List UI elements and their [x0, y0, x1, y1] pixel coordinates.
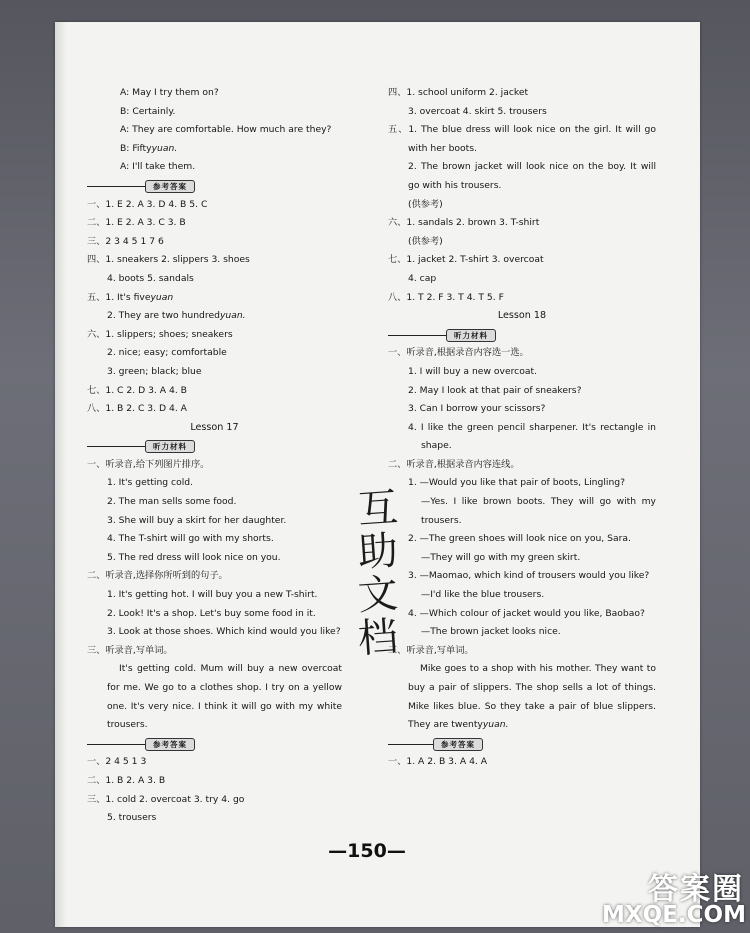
- listening-item: 2. Look! It's a shop. Let's buy some food in it.: [107, 607, 316, 619]
- answer-line: 三、1. cold 2. overcoat 3. try 4. go: [87, 793, 245, 805]
- dialogue-item: —The brown jacket looks nice.: [421, 626, 561, 638]
- answer-line: 2. nice; easy; comfortable: [107, 347, 227, 359]
- listening-passage: [388, 660, 656, 734]
- left-column: [87, 84, 342, 828]
- listening-item: 4. The T-shirt will go with my shorts.: [107, 533, 274, 545]
- section-title: 二、听录音,选择你所听到的句子。: [87, 570, 228, 582]
- dialogue-line: A: They are comfortable. How much are they?: [120, 124, 332, 136]
- answer-line: 八、1. T 2. F 3. T 4. T 5. F: [388, 291, 504, 303]
- page-number: —150—: [328, 840, 406, 862]
- answer-note: (供参考): [408, 235, 443, 247]
- answer-line: 一、1. A 2. B 3. A 4. A: [388, 756, 488, 768]
- answer-line: 五、1. The blue dress will look nice on the girl. It will go with her boots.: [388, 124, 656, 154]
- answer-line: 二、1. B 2. A 3. B: [87, 774, 166, 786]
- lesson-title: Lesson 17: [190, 421, 239, 433]
- answers-banner: [87, 735, 342, 754]
- answer-line: 二、1. E 2. A 3. C 3. B: [87, 217, 186, 229]
- answer-line: 三、2 3 4 5 1 7 6: [87, 235, 164, 247]
- passage-text: Mike goes to a shop with his mother. They want to buy a pair of slippers. The shop sells a lot of things. Mike likes blue. So they take a pair of blue slippers. They are twenty: [408, 663, 656, 731]
- answer-line: [87, 289, 342, 308]
- answer-line: 七、1. C 2. D 3. A 4. B: [87, 384, 187, 396]
- book-page: [55, 22, 700, 927]
- answer-text: 五、1. It's five: [87, 291, 151, 303]
- listening-item: 5. The red dress will look nice on you.: [107, 551, 281, 563]
- answer-line: 3. overcoat 4. skirt 5. trousers: [408, 105, 547, 117]
- dialogue-item: 1. —Would you like that pair of boots, Lingling?: [408, 477, 625, 489]
- right-column: [388, 84, 656, 772]
- section-title: 一、听录音,给下列图片排序。: [87, 458, 210, 470]
- listening-item: 3. Can I borrow your scissors?: [408, 403, 546, 415]
- answer-note: (供参考): [408, 198, 443, 210]
- dialogue-text: B: Fifty: [120, 142, 152, 154]
- section-title: 三、听录音,写单词。: [87, 644, 173, 656]
- answer-line: 六、1. slippers; shoes; sneakers: [87, 328, 233, 340]
- answer-line: 四、1. school uniform 2. jacket: [388, 87, 529, 98]
- listening-banner: [87, 437, 342, 456]
- yuan-word: yuan: [150, 291, 174, 303]
- listening-item: 2. May I look at that pair of sneakers?: [408, 384, 582, 396]
- banner-label: 参考答案: [145, 180, 195, 193]
- banner-label: 参考答案: [145, 738, 195, 751]
- handwritten-char: 档: [356, 613, 400, 663]
- answer-line: 2. The brown jacket will look nice on the boy. It will go with his trousers.: [408, 161, 656, 191]
- watermark: [602, 862, 750, 933]
- yuan-word: yuan.: [482, 719, 509, 731]
- yuan-word: yuan.: [151, 142, 178, 154]
- dialogue-line: B: Certainly.: [120, 105, 176, 117]
- answer-line: 八、1. B 2. C 3. D 4. A: [87, 403, 187, 415]
- listening-item: 1. It's getting cold.: [107, 477, 194, 489]
- answer-line: 四、1. sneakers 2. slippers 3. shoes: [87, 254, 250, 266]
- dialogue-line: [87, 140, 342, 159]
- lesson-title: Lesson 18: [497, 310, 547, 322]
- banner-rule: [388, 335, 446, 336]
- handwritten-char: 助: [356, 527, 400, 577]
- listening-banner: [388, 326, 656, 345]
- dialogue-item: —I'd like the blue trousers.: [421, 589, 545, 601]
- handwritten-char: 互: [356, 484, 400, 534]
- dialogue-line: A: May I try them on?: [120, 87, 219, 98]
- answer-line: [87, 307, 342, 326]
- answer-line: 4. boots 5. sandals: [107, 272, 194, 284]
- answer-line: 4. cap: [408, 272, 437, 284]
- listening-passage: It's getting cold. Mum will buy a new overcoat for me. We go to a clothes shop. I try on a yellow one. It's very nice. I think it will go with my white trousers.: [107, 663, 342, 731]
- dialogue-item: 3. —Maomao, which kind of trousers would you like?: [408, 570, 650, 582]
- dialogue-item: 2. —The green shoes will look nice on you, Sara.: [408, 533, 631, 545]
- section-title: 三、听录音,写单词。: [388, 644, 474, 656]
- answer-line: 七、1. jacket 2. T-shirt 3. overcoat: [388, 254, 544, 266]
- banner-rule: [87, 186, 145, 187]
- listening-item: 2. The man sells some food.: [107, 496, 237, 508]
- handwritten-char: 文: [356, 570, 400, 620]
- dialogue-item: 4. —Which colour of jacket would you like, Baobao?: [408, 607, 645, 619]
- answer-line: 5. trousers: [107, 812, 157, 824]
- answer-line: 一、2 4 5 1 3: [87, 756, 147, 768]
- dialogue-item: —They will go with my green skirt.: [421, 551, 581, 563]
- dialogue-item: —Yes. I like brown boots. They will go with my trousers.: [421, 496, 656, 526]
- banner-rule: [87, 446, 145, 447]
- listening-item: 3. Look at those shoes. Which kind would you like?: [107, 626, 341, 638]
- banner-rule: [87, 744, 145, 745]
- answer-line: 3. green; black; blue: [107, 365, 202, 377]
- banner-label: 参考答案: [433, 738, 483, 751]
- listening-item: 4. I like the green pencil sharpener. It's rectangle in shape.: [408, 421, 656, 452]
- dialogue-line: A: I'll take them.: [120, 161, 196, 173]
- watermark-title: 答案圈: [648, 872, 744, 907]
- answers-banner: [388, 735, 656, 754]
- answers-banner: [87, 177, 342, 196]
- answer-line: 六、1. sandals 2. brown 3. T-shirt: [388, 217, 540, 229]
- handwritten-note: [348, 484, 408, 663]
- listening-item: 1. I will buy a new overcoat.: [408, 365, 537, 377]
- banner-label: 听力材料: [145, 440, 195, 453]
- banner-rule: [388, 744, 433, 745]
- listening-item: 1. It's getting hot. I will buy you a new T-shirt.: [107, 589, 318, 601]
- listening-item: 3. She will buy a skirt for her daughter.: [107, 514, 287, 526]
- banner-label: 听力材料: [446, 329, 496, 342]
- watermark-url: MXQE.COM: [602, 902, 746, 928]
- section-title: 一、听录音,根据录音内容选一选。: [388, 347, 529, 359]
- answer-line: 一、1. E 2. A 3. D 4. B 5. C: [87, 198, 208, 210]
- section-title: 二、听录音,根据录音内容连线。: [388, 458, 520, 470]
- yuan-word: yuan.: [219, 310, 246, 322]
- answer-text: 2. They are two hundred: [107, 310, 220, 322]
